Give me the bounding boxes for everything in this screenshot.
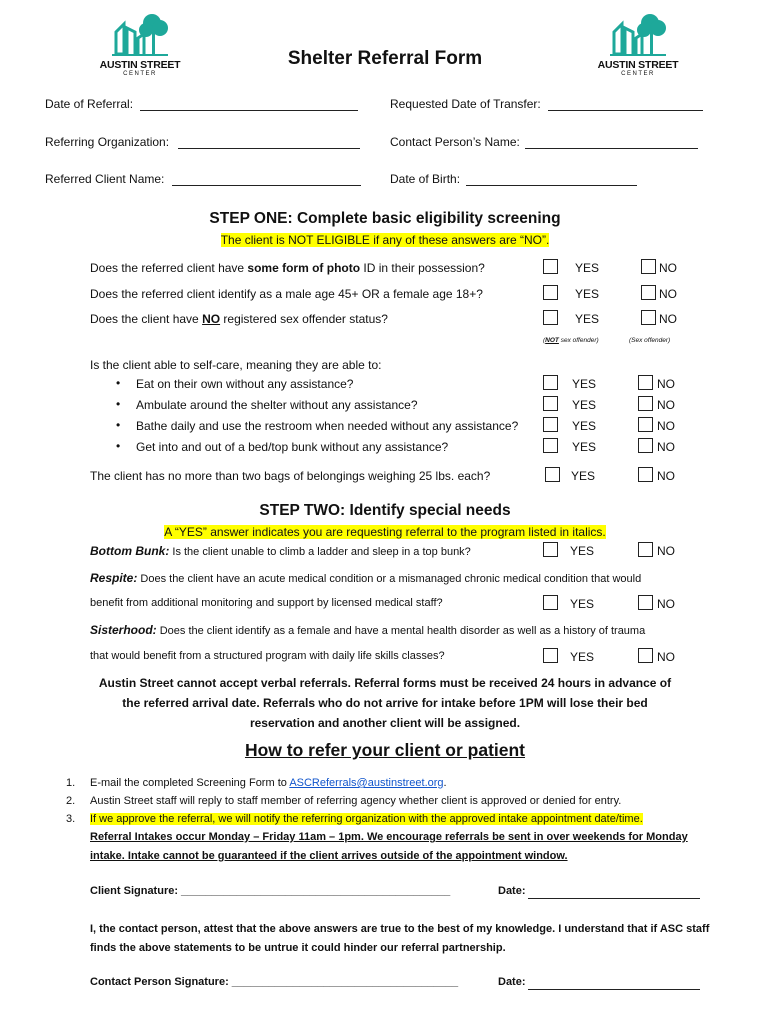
photo-id-yes-checkbox[interactable] — [543, 259, 558, 274]
no-label: NO — [657, 650, 675, 664]
question-sex-offender: Does the client have NO registered sex offender status? — [90, 312, 388, 326]
question-bags: The client has no more than two bags of belongings weighing 25 lbs. each? — [90, 469, 491, 483]
yes-label: YES — [570, 650, 595, 664]
bunk-yes-checkbox[interactable] — [543, 542, 558, 557]
date-of-referral-label: Date of Referral: — [45, 97, 134, 111]
yes-label: YES — [572, 419, 597, 433]
question-respite: Respite: Does the client have an acute medical condition or a mismanaged chronic medical condition that would — [90, 571, 642, 585]
step-approve: If we approve the referral, we will notify the referring organization with the approved intake appointment date/time. — [90, 813, 643, 825]
client-signature-field[interactable]: Client Signature: ____________________________________________ — [90, 885, 451, 897]
age-no-checkbox[interactable] — [641, 285, 656, 300]
question-respite-cont: benefit from additional monitoring and support by licensed medical staff? — [90, 597, 443, 609]
step-email: E-mail the completed Screening Form to ASCReferrals@austinstreet.org. — [90, 777, 447, 789]
list-number: 1. — [66, 777, 76, 789]
bullet-dot: • — [116, 418, 121, 432]
bathe-no-checkbox[interactable] — [638, 417, 653, 432]
yes-label: YES — [572, 440, 597, 454]
question-age: Does the referred client identify as a male age 45+ OR a female age 18+? — [90, 287, 483, 301]
yes-label: YES — [570, 597, 595, 611]
contact-date-label: Date: — [498, 976, 526, 988]
step-one-note-text: The client is NOT ELIGIBLE if any of these answers are “NO”. — [220, 233, 550, 247]
contact-date-field[interactable] — [528, 989, 700, 990]
no-label: NO — [657, 469, 675, 483]
attestation-text: I, the contact person, attest that the above answers are true to the best of my knowledge. I understand that if ASC staff finds the above statements to be untrue it could hinder our referral partnership. — [90, 923, 710, 954]
referring-org-field[interactable] — [178, 148, 360, 149]
bags-yes-checkbox[interactable] — [545, 467, 560, 482]
client-date-field[interactable] — [528, 898, 700, 899]
logo-text: AUSTIN STREET — [99, 59, 181, 71]
no-label: NO — [659, 287, 677, 301]
selfcare-intro: Is the client able to self-care, meaning they are able to: — [90, 358, 382, 372]
no-label: NO — [659, 312, 677, 326]
step-two-title: STEP TWO: Identify special needs — [259, 502, 511, 519]
yes-label: YES — [575, 312, 600, 326]
bed-no-checkbox[interactable] — [638, 438, 653, 453]
logo-subtext: CENTER — [621, 71, 655, 77]
step-two-note-text: A “YES” answer indicates you are requesting referral to the program listed in italics. — [164, 525, 606, 539]
bullet-dot: • — [116, 397, 121, 411]
requested-transfer-field[interactable] — [548, 110, 703, 111]
contact-name-label: Contact Person’s Name: — [390, 135, 520, 149]
no-label: NO — [659, 261, 677, 275]
ambulate-yes-checkbox[interactable] — [543, 396, 558, 411]
question-sisterhood-cont: that would benefit from a structured program with daily life skills classes? — [90, 650, 445, 662]
yes-label: YES — [572, 377, 597, 391]
selfcare-eat: Eat on their own without any assistance? — [136, 377, 354, 391]
list-number: 3. — [66, 813, 76, 825]
ambulate-no-checkbox[interactable] — [638, 396, 653, 411]
question-sisterhood: Sisterhood: Does the client identify as a female and have a mental health disorder as well as a history of trauma — [90, 623, 646, 637]
dob-field[interactable] — [466, 185, 637, 186]
yes-label: YES — [571, 469, 596, 483]
selfcare-ambulate: Ambulate around the shelter without any assistance? — [136, 398, 418, 412]
bathe-yes-checkbox[interactable] — [543, 417, 558, 432]
referring-org-label: Referring Organization: — [45, 135, 170, 149]
question-bottom-bunk: Bottom Bunk: Is the client unable to climb a ladder and sleep in a top bunk? — [90, 544, 471, 558]
no-label: NO — [657, 544, 675, 558]
bags-no-checkbox[interactable] — [638, 467, 653, 482]
step-reply: Austin Street staff will reply to staff member of referring agency whether client is approved or denied for entry. — [90, 795, 622, 807]
step-two-note — [0, 525, 770, 539]
not-sex-offender-note: (NOT sex offender) — [543, 337, 599, 344]
yes-label: YES — [575, 261, 600, 275]
logo-subtext: CENTER — [123, 71, 157, 77]
no-label: NO — [657, 597, 675, 611]
no-label: NO — [657, 419, 675, 433]
photo-id-no-checkbox[interactable] — [641, 259, 656, 274]
logo-text: AUSTIN STREET — [597, 59, 679, 71]
step-one-title: STEP ONE: Complete basic eligibility screening — [209, 210, 561, 227]
no-label: NO — [657, 440, 675, 454]
dob-label: Date of Birth: — [390, 172, 461, 186]
eat-no-checkbox[interactable] — [638, 375, 653, 390]
sex-offender-yes-checkbox[interactable] — [543, 310, 558, 325]
requested-transfer-label: Requested Date of Transfer: — [390, 97, 541, 111]
intake-hours-line1: Referral Intakes occur Monday – Friday 11am – 1pm. We encourage referrals be sent in over weekends for Monday — [90, 831, 688, 843]
list-number: 2. — [66, 795, 76, 807]
bullet-dot: • — [116, 439, 121, 453]
respite-no-checkbox[interactable] — [638, 595, 653, 610]
client-name-label: Referred Client Name: — [45, 172, 165, 186]
question-photo-id: Does the referred client have some form of photo ID in their possession? — [90, 261, 485, 275]
selfcare-bathe: Bathe daily and use the restroom when needed without any assistance? — [136, 419, 519, 433]
step-one-note — [0, 233, 770, 247]
referral-email-link[interactable]: ASCReferrals@austinstreet.org — [289, 777, 444, 789]
form-title: Shelter Referral Form — [287, 48, 483, 69]
bed-yes-checkbox[interactable] — [543, 438, 558, 453]
sisterhood-yes-checkbox[interactable] — [543, 648, 558, 663]
client-name-field[interactable] — [172, 185, 361, 186]
yes-label: YES — [572, 398, 597, 412]
verbal-referral-notice: Austin Street cannot accept verbal referrals. Referral forms must be received 24 hours in advance of the referred arrival date. Referrals who do not arrive for intake before 1PM will lose their bed reservation and another client will be assigned. — [98, 676, 672, 730]
eat-yes-checkbox[interactable] — [543, 375, 558, 390]
respite-yes-checkbox[interactable] — [543, 595, 558, 610]
sex-offender-no-checkbox[interactable] — [641, 310, 656, 325]
how-to-refer-title: How to refer your client or patient — [244, 740, 526, 760]
client-date-label: Date: — [498, 885, 526, 897]
bunk-no-checkbox[interactable] — [638, 542, 653, 557]
contact-name-field[interactable] — [525, 148, 698, 149]
selfcare-bed: Get into and out of a bed/top bunk without any assistance? — [136, 440, 449, 454]
sex-offender-note: (Sex offender) — [629, 337, 671, 344]
age-yes-checkbox[interactable] — [543, 285, 558, 300]
intake-hours-line2: intake. Intake cannot be guaranteed if the client arrives outside of the appointment window. — [90, 850, 568, 862]
no-label: NO — [657, 398, 675, 412]
no-label: NO — [657, 377, 675, 391]
sisterhood-no-checkbox[interactable] — [638, 648, 653, 663]
date-of-referral-field[interactable] — [140, 110, 358, 111]
bullet-dot: • — [116, 376, 121, 390]
contact-signature-field[interactable]: Contact Person Signature: _____________________________________ — [90, 976, 459, 988]
yes-label: YES — [575, 287, 600, 301]
yes-label: YES — [570, 544, 595, 558]
